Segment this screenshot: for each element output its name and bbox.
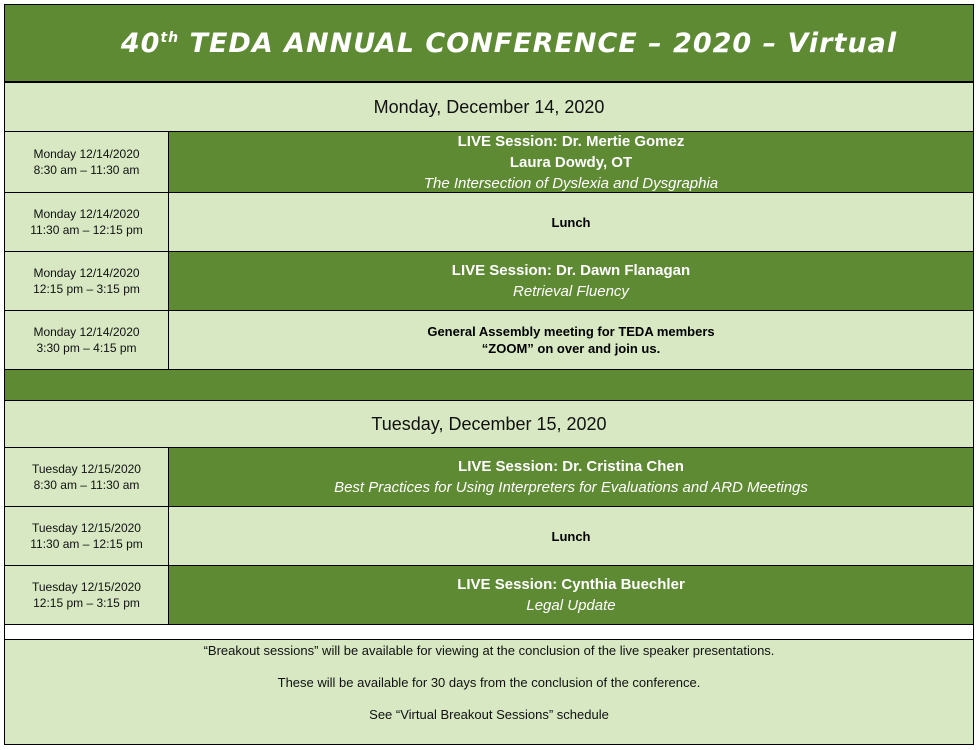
conference-title (4, 4, 974, 82)
session-row (4, 310, 974, 370)
session-time (5, 448, 169, 506)
session-detail (169, 507, 973, 565)
session-title: LIVE Session: Dr. Dawn Flanagan (451, 262, 691, 279)
session-date: Tuesday 12/15/2020 (32, 521, 141, 535)
session-hours: 12:15 pm – 3:15 pm (33, 282, 140, 296)
session-hours: 11:30 am – 12:15 pm (30, 223, 143, 237)
session-subtitle: The Intersection of Dyslexia and Dysgraphia (423, 174, 719, 192)
session-row (4, 192, 974, 252)
session-time (5, 311, 169, 369)
session-detail (169, 311, 973, 369)
session-row (4, 565, 974, 625)
footer-notes (4, 639, 974, 745)
footer-note: “Breakout sessions” will be available for viewing at the conclusion of the live speaker presentations. (203, 643, 775, 658)
day-divider (4, 369, 974, 401)
title-rest: TEDA ANNUAL CONFERENCE – 2020 – Virtual (179, 27, 898, 59)
session-detail (169, 252, 973, 310)
session-date: Monday 12/14/2020 (33, 147, 140, 161)
spacer-row (4, 624, 974, 640)
session-subtitle: Best Practices for Using Interpreters for Evaluations and ARD Meetings (334, 479, 808, 496)
session-date: Monday 12/14/2020 (33, 325, 140, 339)
session-date: Monday 12/14/2020 (33, 207, 140, 221)
session-detail (169, 132, 973, 192)
session-time (5, 507, 169, 565)
session-detail (169, 193, 973, 251)
session-subtitle: Legal Update (526, 597, 616, 614)
session-row (4, 251, 974, 311)
session-time (5, 566, 169, 624)
session-title: LIVE Session: Dr. Cristina Chen (458, 458, 684, 475)
session-row (4, 447, 974, 507)
session-speaker: Laura Dowdy, OT (509, 153, 633, 171)
session-date: Tuesday 12/15/2020 (32, 462, 141, 476)
session-title: LIVE Session: Cynthia Buechler (457, 576, 685, 593)
session-row (4, 506, 974, 566)
session-detail (169, 566, 973, 624)
session-title: General Assembly meeting for TEDA members (427, 324, 715, 339)
day-heading-tuesday: Tuesday, December 15, 2020 (4, 400, 974, 448)
session-hours: 11:30 am – 12:15 pm (30, 537, 143, 551)
conference-title-text (121, 28, 897, 59)
session-subtitle: Retrieval Fluency (513, 283, 629, 300)
title-sup: th (160, 29, 180, 46)
session-hours: 12:15 pm – 3:15 pm (33, 596, 140, 610)
session-title: Lunch (551, 214, 591, 230)
session-hours: 8:30 am – 11:30 am (33, 163, 140, 177)
session-date: Monday 12/14/2020 (33, 266, 140, 280)
title-prefix: 40 (120, 27, 161, 59)
footer-note: See “Virtual Breakout Sessions” schedule (369, 707, 609, 722)
session-row (4, 131, 974, 193)
session-title: LIVE Session: Dr. Mertie Gomez (457, 132, 685, 150)
schedule-table (4, 4, 976, 746)
day-heading-monday: Monday, December 14, 2020 (4, 82, 974, 132)
footer-note: These will be available for 30 days from the conclusion of the conference. (277, 675, 701, 690)
session-note: “ZOOM” on over and join us. (481, 341, 661, 356)
session-detail (169, 448, 973, 506)
session-hours: 3:30 pm – 4:15 pm (36, 341, 137, 355)
session-time (5, 193, 169, 251)
session-time (5, 252, 169, 310)
session-title: Lunch (551, 528, 591, 544)
session-time (5, 132, 169, 192)
session-hours: 8:30 am – 11:30 am (33, 478, 140, 492)
session-date: Tuesday 12/15/2020 (32, 580, 141, 594)
